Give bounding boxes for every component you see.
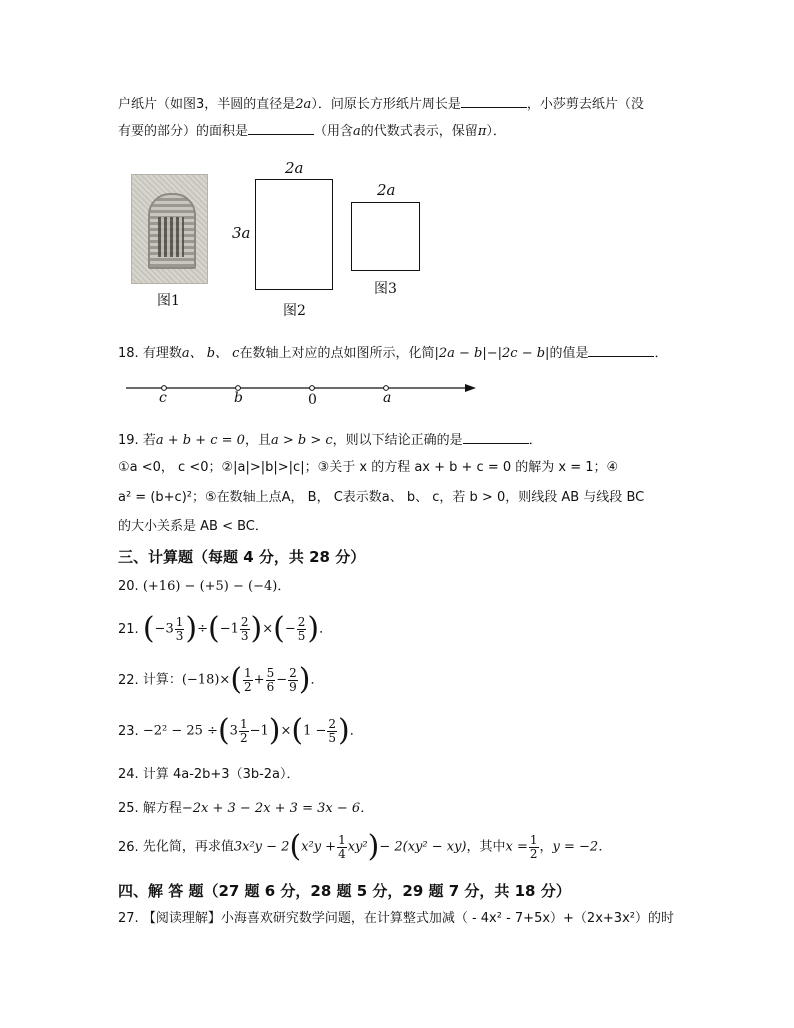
operator: − xyxy=(276,672,288,688)
fraction xyxy=(240,616,250,643)
section-3-heading: 三、计算题（每题 4 分，共 28 分） xyxy=(118,548,366,566)
q25-equation: −2x + 3 − 2x + 3 = 3x − 6． xyxy=(181,801,374,816)
fraction xyxy=(337,834,347,861)
axis-label-c: c xyxy=(159,390,167,406)
axis-label-b: b xyxy=(234,390,243,406)
q26-expression: 3x²y − 2 xyxy=(233,839,290,855)
q19-text: ，且 xyxy=(244,433,271,448)
left-paren: ( xyxy=(230,662,243,697)
period: ． xyxy=(349,723,363,739)
q21-line xyxy=(118,611,333,646)
numerator: 5 xyxy=(266,665,275,680)
figure-3-caption: 图3 xyxy=(374,281,397,297)
q26-text: ， xyxy=(539,839,553,855)
numerator: 1 xyxy=(529,832,538,847)
right-paren: ) xyxy=(367,829,380,864)
right-paren: ) xyxy=(298,662,311,697)
q17-text: （用含 xyxy=(314,124,354,139)
q23-line xyxy=(118,713,363,748)
q26-expression: xy² xyxy=(347,839,368,855)
denominator: 6 xyxy=(266,679,275,694)
numerator: 1 xyxy=(338,832,346,847)
denominator: 3 xyxy=(240,628,249,643)
q19-text: ，则以下结论正确的是 xyxy=(332,433,463,448)
period: ． xyxy=(310,672,324,688)
figure-3-width-label: 2a xyxy=(377,181,396,199)
q23-term: −1 xyxy=(249,723,269,739)
q19-text: ． xyxy=(528,433,542,448)
operator: × xyxy=(280,723,292,739)
fraction xyxy=(175,616,185,643)
answer-blank[interactable] xyxy=(461,93,527,108)
figure-2-width-label: 2a xyxy=(285,159,304,177)
right-paren: ) xyxy=(268,713,281,748)
denominator: 9 xyxy=(289,679,297,694)
axis-label-a: a xyxy=(383,390,392,406)
answer-blank[interactable] xyxy=(463,429,529,444)
fraction xyxy=(297,616,307,643)
q17-line-2 xyxy=(118,120,506,142)
figure-2-rectangle xyxy=(255,179,333,290)
period: ． xyxy=(319,621,333,637)
answer-blank[interactable] xyxy=(248,120,314,135)
number-line-arrow-icon xyxy=(465,384,476,392)
operator: × xyxy=(262,621,274,637)
denominator: 5 xyxy=(328,730,337,745)
numerator: 1 xyxy=(244,665,252,680)
q17-text: ，小莎剪去纸片（没 xyxy=(526,97,644,112)
q26-text: 先化简，再求值 xyxy=(142,839,234,855)
q22-line xyxy=(118,662,324,697)
q19-line-3: a² = (b+c)²；⑤在数轴上点A， B， C表示数a、 b、 c，若 b > 0，则线段 AB 与线段 BC xyxy=(118,490,645,505)
q26-y-value: y = −2． xyxy=(552,839,612,855)
left-paren: ( xyxy=(273,611,285,646)
operator: − xyxy=(284,621,296,637)
photo-grid-pattern xyxy=(158,217,184,257)
numerator: 1 xyxy=(175,614,184,629)
denominator: 2 xyxy=(529,846,538,861)
q25-line xyxy=(118,799,373,819)
figure-3-square xyxy=(351,202,420,271)
right-paren: ) xyxy=(307,611,320,646)
figure-1-caption: 图1 xyxy=(157,293,180,309)
figure-2-caption: 图2 xyxy=(283,303,306,319)
q21-whole: −1 xyxy=(219,621,239,637)
numerator: 1 xyxy=(239,716,248,731)
q26-x-value: x = xyxy=(505,839,528,855)
q23-prefix: −2² − 25 ÷ xyxy=(142,723,218,739)
numerator: 2 xyxy=(240,614,249,629)
q19-line-2: ①a <0， c <0；②|a|>|b|>|c|；③关于 x 的方程 ax + b + c = 0 的解为 x = 1；④ xyxy=(118,460,619,475)
number-line xyxy=(120,376,480,410)
figure-2-height-label: 3a xyxy=(232,224,251,242)
q17-text: 的代数式表示，保留 xyxy=(360,124,478,139)
q20-expression: (+16) − (+5) − (−4)． xyxy=(142,579,291,594)
q22-prefix: 计算：(−18)× xyxy=(142,672,231,688)
question-number: 26. xyxy=(118,839,139,855)
denominator: 3 xyxy=(175,628,184,643)
fraction xyxy=(239,718,249,745)
point-0 xyxy=(310,386,315,391)
left-paren: ( xyxy=(207,611,220,646)
left-paren: ( xyxy=(142,611,155,646)
q26-line xyxy=(118,829,612,864)
q21-whole: −3 xyxy=(154,621,174,637)
pi-symbol: π xyxy=(477,124,487,139)
q17-text: 户纸片（如图3，半圆的直径是 xyxy=(118,97,296,112)
q18-text: 有理数 xyxy=(142,346,182,361)
q27-line xyxy=(118,909,674,929)
q18-expression: |2a − b|−|2c − b| xyxy=(434,346,550,361)
figure-1-photo xyxy=(131,174,208,284)
q19-line-4: 的大小关系是 AB < BC． xyxy=(118,519,268,534)
denominator: 2 xyxy=(239,730,248,745)
q23-term: 1 − xyxy=(303,723,327,739)
axis-label-zero: 0 xyxy=(308,392,317,408)
question-number: 23. xyxy=(118,723,139,739)
q26-expression: x²y + xyxy=(301,839,337,855)
q18-line xyxy=(118,342,667,364)
q17-var: 2a xyxy=(295,97,312,112)
numerator: 2 xyxy=(297,614,306,629)
operator: + xyxy=(253,672,265,688)
numerator: 2 xyxy=(289,665,297,680)
fraction xyxy=(288,667,298,694)
q17-line-1 xyxy=(118,93,644,115)
q19-text: 若 xyxy=(142,433,156,448)
question-number: 25. xyxy=(118,801,139,816)
q20-line xyxy=(118,577,290,597)
denominator: 4 xyxy=(338,846,346,861)
question-number: 22. xyxy=(118,672,139,688)
q18-text: ． xyxy=(654,346,668,361)
fraction xyxy=(529,834,539,861)
q24-text: 计算 4a-2b+3（3b-2a）． xyxy=(142,767,300,782)
answer-blank[interactable] xyxy=(588,342,654,357)
fraction xyxy=(266,667,276,694)
left-paren: ( xyxy=(289,829,302,864)
q19-expression: a + b + c = 0 xyxy=(155,433,245,448)
q17-text: ）． xyxy=(486,124,506,139)
q23-whole: 3 xyxy=(229,723,238,739)
question-number: 20. xyxy=(118,579,139,594)
left-paren: ( xyxy=(291,713,304,748)
q18-text: 在数轴上对应的点如图所示，化简 xyxy=(239,346,435,361)
q25-text: 解方程 xyxy=(142,801,182,816)
q17-var: a xyxy=(353,124,361,139)
question-number: 21. xyxy=(118,621,139,637)
numerator: 2 xyxy=(328,716,337,731)
q19-line-1 xyxy=(118,429,542,451)
denominator: 2 xyxy=(244,679,252,694)
question-number: 27. xyxy=(118,911,139,926)
q18-text: 的值是 xyxy=(549,346,589,361)
q17-text: 有要的部分）的面积是 xyxy=(118,124,249,139)
denominator: 5 xyxy=(297,628,306,643)
q27-text: 【阅读理解】小海喜欢研究数学问题，在计算整式加减（ - 4x² - 7+5x）+（2x+3x²）的时 xyxy=(142,911,674,926)
question-number: 19. xyxy=(118,433,139,448)
question-number: 24. xyxy=(118,767,139,782)
q24-line xyxy=(118,765,300,785)
right-paren: ) xyxy=(250,611,263,646)
left-paren: ( xyxy=(217,713,230,748)
q17-text: ）．问原长方形纸片周长是 xyxy=(311,97,461,112)
right-paren: ) xyxy=(185,611,198,646)
fraction xyxy=(243,667,253,694)
question-number: 18. xyxy=(118,346,139,361)
fraction xyxy=(327,718,337,745)
section-4-heading: 四、解 答 题（27 题 6 分，28 题 5 分，29 题 7 分，共 18 分） xyxy=(118,882,571,900)
q19-expression: a > b > c xyxy=(270,433,333,448)
operator: ÷ xyxy=(197,621,208,637)
right-paren: ) xyxy=(338,713,350,748)
q26-expression: − 2(xy² − xy) xyxy=(379,839,467,855)
q26-text: ，其中 xyxy=(466,839,506,855)
q18-vars: a、 b、 c xyxy=(181,346,240,361)
